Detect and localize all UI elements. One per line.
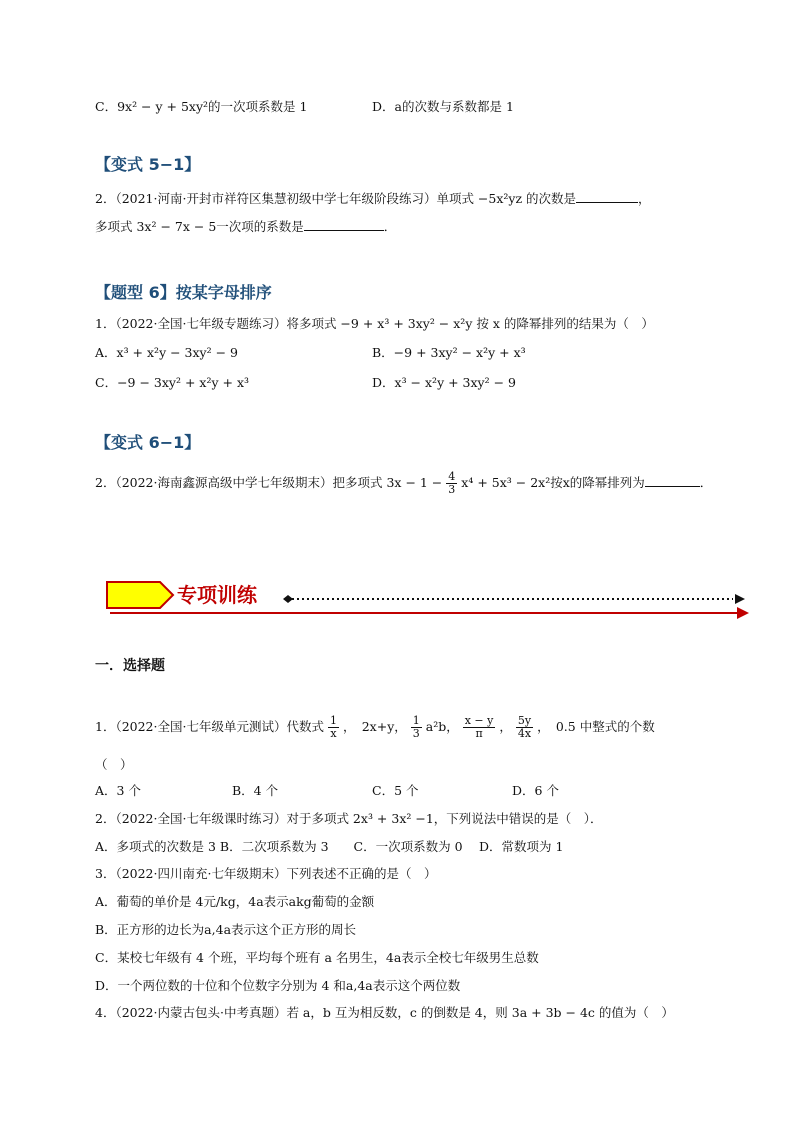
banner-underline	[110, 612, 745, 614]
variant-5-1-question-line1: 2．（2021·河南·开封市祥符区集慧初级中学七年级阶段练习）单项式 −5x²yz 的次数是 ，	[95, 191, 651, 206]
answer-blank[interactable]	[576, 190, 638, 203]
fraction: $\frac{1}{3}$	[412, 714, 420, 740]
type-6-question: 1．（2022·全国·七年级专题练习）将多项式 −9 + x³ + 3xy² − x²y 按 x 的降幂排列的结果为（ ）	[95, 316, 654, 331]
s1-q1-option-a: A．3 个	[95, 783, 141, 798]
type-6-option-b: B．−9 + 3xy² − x²y + x³	[372, 345, 526, 360]
fraction: $\frac{5y}{4x}$	[517, 714, 532, 740]
type-6-heading: 【题型 6】按某字母排序	[95, 283, 272, 302]
s1-question-4: 4．（2022·内蒙古包头·中考真题）若 a，b 互为相反数，c 的倒数是 4，则 3a + 3b − 4c 的值为（ ）	[95, 1005, 674, 1020]
s1-question-2: 2．（2022·全国·七年级课时练习）对于多项式 2x³ + 3x² −1，下列说法中错误的是（ ）．	[95, 811, 603, 826]
variant-6-1-heading: 【变式 6−1】	[95, 433, 201, 452]
variant-5-1-heading: 【变式 5−1】	[95, 155, 201, 174]
fraction: $\frac{1}{x}$	[329, 714, 337, 740]
type-6-option-d: D．x³ − x²y + 3xy² − 9	[372, 375, 516, 390]
s1-question-3: 3．（2022·四川南充·七年级期末）下列表述不正确的是（ ）	[95, 866, 437, 881]
answer-blank[interactable]	[645, 474, 700, 487]
answer-blank[interactable]	[304, 218, 384, 231]
variant-6-1-question: 2．（2022·海南鑫源高级中学七年级期末）把多项式 3x − 1 − $\frac{4}{3}$ x⁴ + 5x³ − 2x²按x的降幂排列为 ．	[95, 470, 713, 496]
variant-5-1-question-line2: 多项式 3x² − 7x − 5一次项的系数是 ．	[95, 219, 397, 234]
banner-dotted-arrowhead	[735, 594, 745, 604]
s1-q3-option-a: A．葡萄的单价是 4元/kg，4a表示akg葡萄的金额	[95, 894, 375, 909]
s1-q1-option-b: B．4 个	[232, 783, 279, 798]
s1-q3-option-d: D．一个两位数的十位和个位数字分别为 4 和a,4a表示这个两位数	[95, 978, 461, 993]
option-c: C．9x² − y + 5xy²的一次项系数是 1	[95, 99, 308, 114]
banner-diamond-icon	[283, 595, 293, 603]
s1-q1-paren: （ ）	[95, 757, 133, 772]
banner-tag-shape	[107, 582, 173, 608]
fraction: $\frac{x - y}{\pi}$	[464, 714, 494, 740]
section-1-title: 一．选择题	[95, 658, 165, 674]
s1-question-1: 1．（2022·全国·七年级单元测试）代数式 $\frac{1}{x}$ ， 2x+y， $\frac{1}{3}$ a²b， $\frac{x - y}{\pi}$ ， $\frac{5y}{4x}$ ， 0.5 中整式的个数	[95, 714, 655, 740]
fraction: $\frac{4}{3}$	[448, 470, 456, 496]
s1-q1-option-d: D．6 个	[512, 783, 559, 798]
type-6-option-c: C．−9 − 3xy² + x²y + x³	[95, 375, 250, 390]
s1-q1-option-c: C．5 个	[372, 783, 419, 798]
s1-q3-option-c: C．某校七年级有 4 个班，平均每个班有 a 名男生，4a表示全校七年级男生总数	[95, 950, 539, 965]
banner-underline-arrowhead	[737, 607, 749, 619]
banner-title: 专项训练	[177, 583, 257, 607]
s1-q2-options: A．多项式的次数是 3 B．二次项系数为 3 C．一次项系数为 0 D．常数项为 1	[95, 839, 564, 854]
option-d: D．a的次数与系数都是 1	[372, 99, 514, 114]
special-training-banner	[105, 578, 755, 628]
s1-q3-option-b: B．正方形的边长为a,4a表示这个正方形的周长	[95, 922, 357, 937]
type-6-option-a: A．x³ + x²y − 3xy² − 9	[95, 345, 238, 360]
